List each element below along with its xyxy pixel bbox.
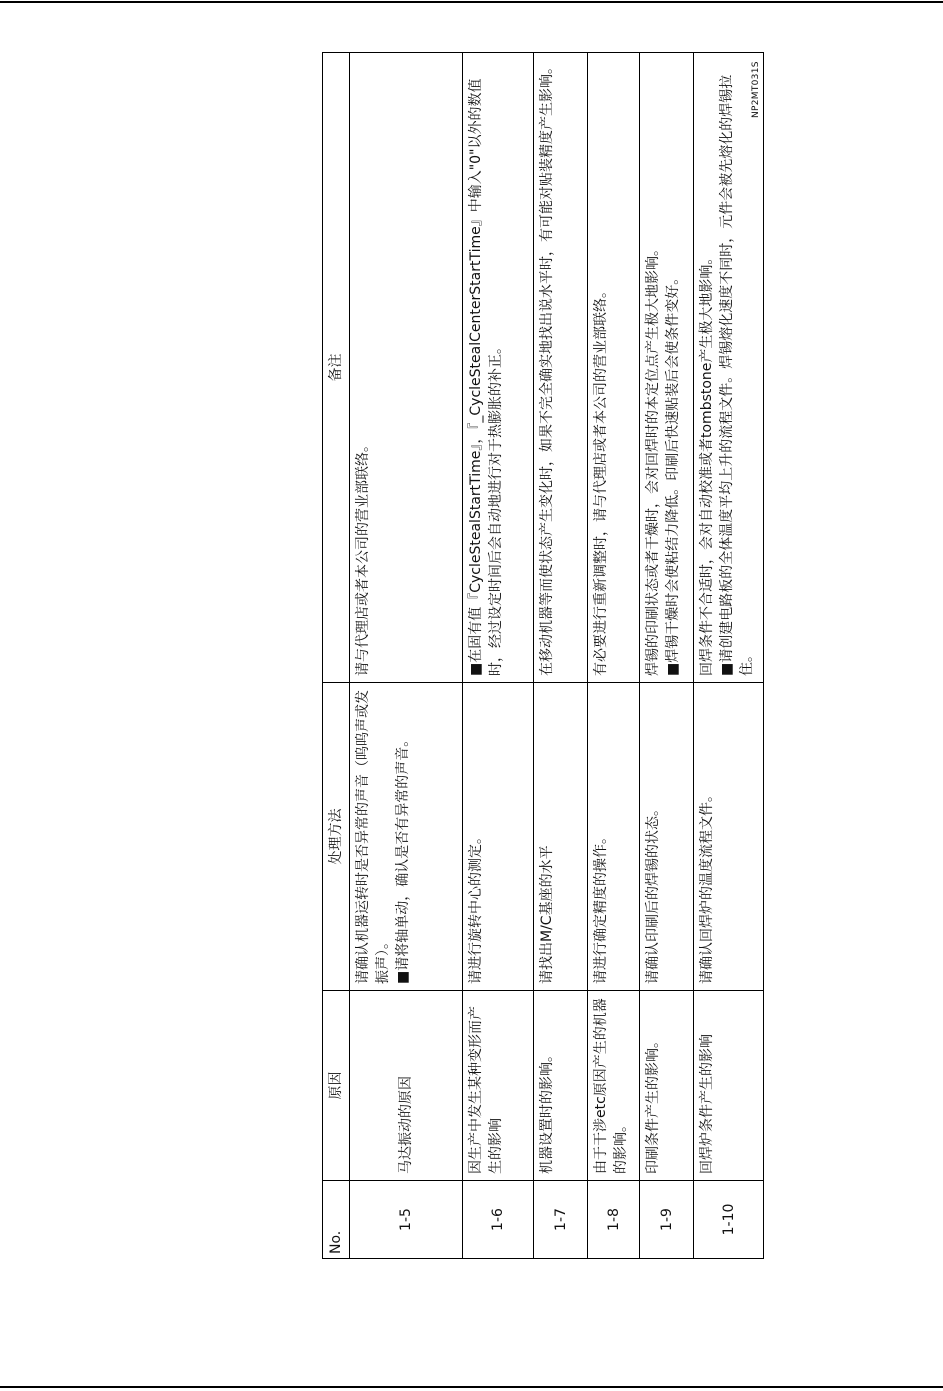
row-number: 1-8 bbox=[588, 1181, 640, 1259]
method-line: 请找出M/C基座的水平 bbox=[539, 845, 555, 984]
row-note bbox=[534, 53, 588, 683]
table-row bbox=[534, 53, 588, 1259]
row-cause: 由于干涉etc原因产生的机器的影响。 bbox=[588, 991, 640, 1181]
method-line: 请确认印刷后的焊锡的状态。 bbox=[645, 802, 661, 984]
row-note bbox=[463, 53, 534, 683]
row-method bbox=[534, 683, 588, 991]
figure-code bbox=[751, 58, 771, 118]
row-number: 1-10 bbox=[694, 1181, 764, 1259]
row-cause: 因生产中发生某种变形而产生的影响 bbox=[463, 991, 534, 1181]
row-note bbox=[588, 53, 640, 683]
header-method: 处理方法 bbox=[323, 683, 350, 991]
method-line: 请进行确定精度的操作。 bbox=[593, 830, 609, 984]
row-method bbox=[640, 683, 694, 991]
note-line: 有必要进行重新调整时，请与代理店或者本公司的营业部联络。 bbox=[593, 284, 609, 676]
table-header-row bbox=[323, 53, 350, 1259]
row-number: 1-5 bbox=[350, 1181, 463, 1259]
table-row bbox=[463, 53, 534, 1259]
row-method bbox=[350, 683, 463, 991]
row-method bbox=[694, 683, 764, 991]
header-cause: 原因 bbox=[323, 991, 350, 1181]
troubleshooting-table bbox=[322, 52, 764, 1259]
method-line: 请进行旋转中心的测定。 bbox=[468, 830, 484, 984]
note-line: 回焊条件不合适时，会对自动校准或者tombstone产生极大地影响。 bbox=[699, 250, 715, 676]
table-row bbox=[588, 53, 640, 1259]
note-line: 请与代理店或者本公司的营业部联络。 bbox=[355, 438, 371, 676]
row-number: 1-7 bbox=[534, 1181, 588, 1259]
header-note: 备注 bbox=[323, 53, 350, 683]
note-line: 焊锡的印刷状态或者干燥时，会对回焊时的本定位点产生极大地影响。 bbox=[645, 242, 661, 676]
top-rule bbox=[0, 1, 943, 3]
method-line: ■请将轴单动，确认是否有异常的声音。 bbox=[395, 732, 411, 984]
table-row bbox=[350, 53, 463, 1259]
method-line: 请确认回焊炉的温度流程文件。 bbox=[699, 788, 715, 984]
bottom-rule bbox=[0, 1386, 943, 1388]
troubleshooting-table-wrapper bbox=[322, 53, 755, 1259]
table-row bbox=[640, 53, 694, 1259]
note-line: ■在固有值『CycleStealStartTime』，『_CycleStealCenterStartTime』中输入"0"以外的数值时，经过设定时间后会自动地进行对于热膨胀的补正。 bbox=[468, 78, 504, 676]
row-method bbox=[463, 683, 534, 991]
row-number: 1-9 bbox=[640, 1181, 694, 1259]
note-line: 在移动机器等而使状态产生变化时，如果不完全确实地找出说水平时，有可能对贴装精度产生影响。 bbox=[539, 60, 555, 676]
row-note bbox=[694, 53, 764, 683]
row-cause: 印刷条件产生的影响。 bbox=[640, 991, 694, 1181]
figure-code-text: NP2MT031S bbox=[751, 61, 761, 118]
row-note bbox=[350, 53, 463, 683]
row-cause: 回焊炉条件产生的影响 bbox=[694, 991, 764, 1181]
row-number: 1-6 bbox=[463, 1181, 534, 1259]
row-cause: 机器设置时的影响。 bbox=[534, 991, 588, 1181]
row-method bbox=[588, 683, 640, 991]
header-no: No. bbox=[323, 1181, 350, 1259]
method-line: 请确认机器运转时是否异常的声音（呜呜声或发振声）。 bbox=[355, 690, 391, 984]
row-note bbox=[640, 53, 694, 683]
table-row bbox=[694, 53, 764, 1259]
note-line: ■请创建电路板的全体温度平均上升的流程文件。焊锡熔化速度不同时，元件会被先熔化的焊锡拉住。 bbox=[719, 74, 755, 676]
row-cause: 马达振动的原因 bbox=[350, 991, 463, 1181]
note-line: ■焊锡干燥时会使粘结力降低。印刷后快速贴装后会使条件变好。 bbox=[665, 270, 681, 676]
